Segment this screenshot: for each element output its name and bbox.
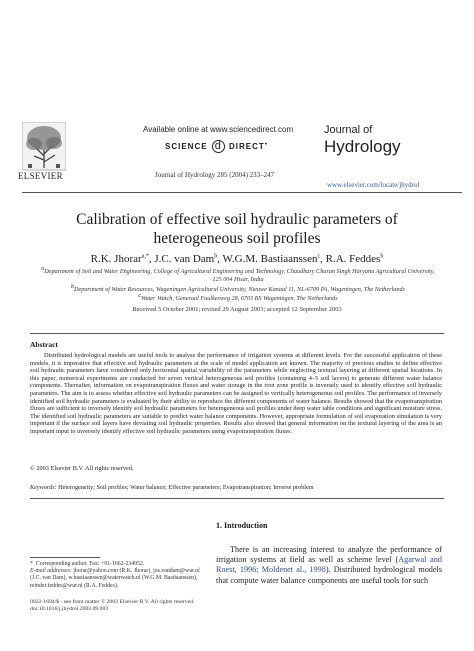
journal-name: Hydrology — [324, 137, 401, 156]
publisher-name: ELSEVIER — [18, 171, 63, 181]
footnote-text: Corresponding author. Fax: +91-1662-234952. — [35, 561, 145, 567]
author-name: W.G.M. Bastiaanssen — [222, 253, 318, 265]
received-dates: Received 5 October 2001; revised 29 August 2003; accepted 12 September 2003 — [132, 306, 342, 313]
author-name: J.C. van Dam — [154, 253, 215, 265]
affiliation-c — [38, 292, 438, 303]
footnote-marker: * — [30, 561, 33, 567]
keywords-divider — [30, 498, 444, 499]
affiliation-text: Department of Water Resources, Wageningen Agricultural University, Nieuwe Kanaal 11, NL-6709 PA, Wageningen, The Netherlands — [74, 286, 405, 293]
affiliation-b — [38, 283, 438, 294]
email-addresses: jhorar@yahoo.com (R.K. Jhorar), jos.vandam@wur.nl (J.C. van Dam), w.bastiaanssen@waterwatch.nl (W.G.M. Bastiaanssen), reinder.feddes@wur.nl (R.A. Feddes). — [30, 568, 200, 589]
footnote-divider — [30, 557, 100, 558]
journal-citation: Journal of Hydrology 285 (2004) 233–247 — [155, 171, 275, 179]
copyright-notice: © 2003 Elsevier B.V. All rights reserved. — [30, 465, 134, 472]
journal-brand — [324, 125, 401, 156]
available-online-text: Available online at www.sciencedirect.com — [143, 125, 294, 134]
sciencedirect-bullet: • — [264, 141, 268, 148]
keywords — [30, 484, 442, 491]
sciencedirect-logo — [165, 140, 268, 153]
corresponding-author-footnote — [30, 561, 200, 590]
abstract-text: Distributed hydrological models are useful tools to analyse the performance of irrigation systems at different levels. For the successful application of these models, it is imperative that effective soil hydraulic parameters at the scale of model application are known. The majority of previous studies to define effective soil hydraulic parameters have considered only horizontal spatial variability of the parameters while neglecting textural layering at different spatial locations. In this paper, numerical experiments are conducted for seven vertical heterogeneous soil profiles (containing 4–5 soil layers) to generate different water balance components. Thereafter, information on evapotranspiration fluxes and water storage in the root zone profile is inversely used to identify effective soil hydraulic parameters. The aim is to assess whether effective soil hydraulic parameters can be assigned to vertically heterogeneous soil profiles. The performance of inversely identified soil hydraulic parameters is evaluated by their ability to reproduce the different components of water balance. Results showed that the evapotranspiration fluxes are sufficient to inversely identify soil hydraulic parameters for heterogeneous soil profiles under deep water table conditions and significant moisture stress. The identified soil hydraulic parameters are suitable to predict water balance components. However, appropriate formulation of soil evaporation simulation is very important if the surface soil layers have deviating soil hydraulic properties. Results also showed that general information on the textural layering of the area is an important input to inversely identify effective soil hydraulic parameters using evapotranspiration fluxes. — [30, 352, 442, 435]
article-title: Calibration of effective soil hydraulic parameters of heterogeneous soil profiles — [76, 211, 398, 247]
author-affil-marker: b — [214, 253, 218, 260]
intro-text-part: ). Distributed hydrological models that compute water balance components are useful tools for such — [216, 565, 442, 585]
section-heading: 1. Introduction — [216, 521, 268, 530]
affiliation-marker: a — [41, 265, 45, 272]
journal-of-label: Journal of — [324, 124, 373, 136]
abstract-heading: Abstract — [30, 340, 58, 349]
sciencedirect-at-icon: d — [212, 140, 225, 153]
header-divider — [22, 192, 462, 193]
author-affil-marker: c — [317, 253, 321, 260]
email-label: E-mail addresses: — [30, 568, 72, 575]
author-name: R.A. Feddes — [325, 253, 381, 265]
affiliation-text: Water Watch, Generaal Foulkesweg 28, 6703 BS Wageningen, The Netherlands — [141, 295, 338, 302]
introduction-paragraph — [216, 545, 442, 586]
abstract-divider — [30, 333, 444, 334]
journal-url-link[interactable]: www.elsevier.com/locate/jhydrol — [327, 181, 420, 189]
keywords-list: Heterogeneity; Soil profiles; Water balance; Effective parameters; Evapotranspiration; Inverse problem — [58, 484, 314, 491]
intro-text-part: There is an increasing interest to analyze the performance of irrigation systems at field as well as scheme level ( — [216, 545, 442, 565]
affiliation-marker: c — [138, 292, 142, 299]
affiliation-a — [38, 265, 438, 284]
citation-link[interactable]: Agarwal and Roest, 1996; Moldenet al., 1998 — [216, 555, 442, 575]
author-list: R.K. Jhorar$^{a,*}$, J.C. van Dam$^b$, W.G.M. Bastiaanssen$^c$, R.A. Feddes$^b$ — [90, 253, 384, 265]
author-name: R.K. Jhorar — [90, 253, 142, 265]
author-affil-marker: a,* — [141, 253, 149, 260]
keywords-label: Keywords: — [30, 484, 57, 491]
sciencedirect-word-science: SCIENCE — [165, 142, 208, 151]
doi-line: doi:10.1016/j.jhydrol.2003.09.003 — [30, 606, 109, 612]
affiliation-marker: b — [71, 283, 75, 290]
issn-line: 0022-1694/$ - see front matter © 2003 Elsevier B.V. All rights reserved. — [30, 599, 195, 605]
front-matter-info — [30, 599, 210, 613]
affiliation-text: Department of Soil and Water Engineering, College of Agricultural Engineering and Technology, Chaudhary Charan Singh Haryana Agricultural University, 125 004 Hisar, India — [44, 268, 435, 283]
sciencedirect-word-direct: DIRECT — [229, 142, 265, 151]
author-affil-marker: b — [380, 253, 384, 260]
